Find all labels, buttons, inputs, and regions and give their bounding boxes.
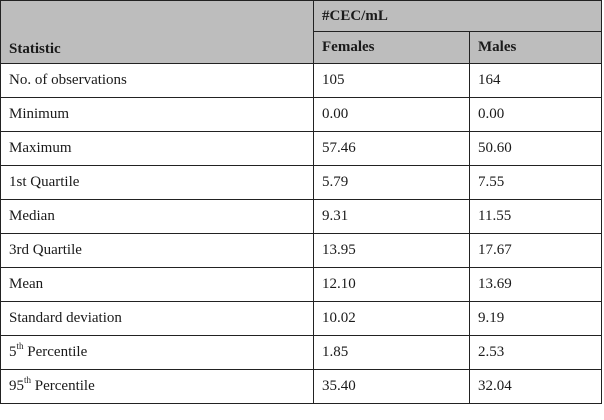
row-label: Mean (9, 276, 44, 292)
table-row (1, 268, 602, 302)
row-label-cell (1, 200, 314, 234)
cell-females: 1.85 (314, 336, 470, 370)
row-label: Maximum (9, 140, 72, 156)
table-row (1, 132, 602, 166)
cell-males: 9.19 (470, 302, 602, 336)
table-body (1, 64, 602, 404)
cell-females: 35.40 (314, 370, 470, 404)
cell-females: 57.46 (314, 132, 470, 166)
cell-females: 12.10 (314, 268, 470, 302)
table-row (1, 234, 602, 268)
row-label-cell (1, 336, 314, 370)
cell-females: 5.79 (314, 166, 470, 200)
header-cec-per-ml: #CEC/mL (314, 1, 602, 32)
header-row-group (1, 1, 602, 32)
table-row (1, 370, 602, 404)
cell-males: 13.69 (470, 268, 602, 302)
cell-females: 10.02 (314, 302, 470, 336)
header-statistic: Statistic (1, 1, 314, 64)
row-label-suffix: Percentile (31, 378, 95, 394)
cell-males: 32.04 (470, 370, 602, 404)
row-label-superscript: th (16, 341, 24, 351)
cell-females: 0.00 (314, 98, 470, 132)
cell-males: 164 (470, 64, 602, 98)
table-row (1, 302, 602, 336)
row-label-cell (1, 234, 314, 268)
row-label-cell (1, 302, 314, 336)
cell-males: 7.55 (470, 166, 602, 200)
cell-females: 105 (314, 64, 470, 98)
row-label-cell (1, 64, 314, 98)
cell-males: 11.55 (470, 200, 602, 234)
header-males: Males (470, 32, 602, 64)
row-label-cell (1, 98, 314, 132)
row-label-suffix: Percentile (23, 344, 88, 360)
cell-males: 50.60 (470, 132, 602, 166)
cell-females: 9.31 (314, 200, 470, 234)
row-label: 3rd Quartile (9, 242, 82, 258)
header-females: Females (314, 32, 470, 64)
table-row (1, 166, 602, 200)
row-label: 5 (9, 344, 17, 360)
row-label-cell (1, 166, 314, 200)
row-label-cell (1, 370, 314, 404)
table-row (1, 336, 602, 370)
row-label-cell (1, 132, 314, 166)
row-label-superscript: th (24, 375, 32, 385)
row-label: Median (9, 208, 55, 224)
row-label-cell (1, 268, 314, 302)
row-label: Standard deviation (9, 310, 122, 326)
row-label: 95 (9, 378, 24, 394)
row-label: No. of observations (9, 72, 127, 88)
table-row (1, 98, 602, 132)
cell-males: 2.53 (470, 336, 602, 370)
row-label: 1st Quartile (9, 174, 80, 190)
table-header (1, 1, 602, 64)
table-row (1, 64, 602, 98)
cell-males: 0.00 (470, 98, 602, 132)
cell-females: 13.95 (314, 234, 470, 268)
cell-males: 17.67 (470, 234, 602, 268)
row-label: Minimum (9, 106, 70, 122)
table-row (1, 200, 602, 234)
